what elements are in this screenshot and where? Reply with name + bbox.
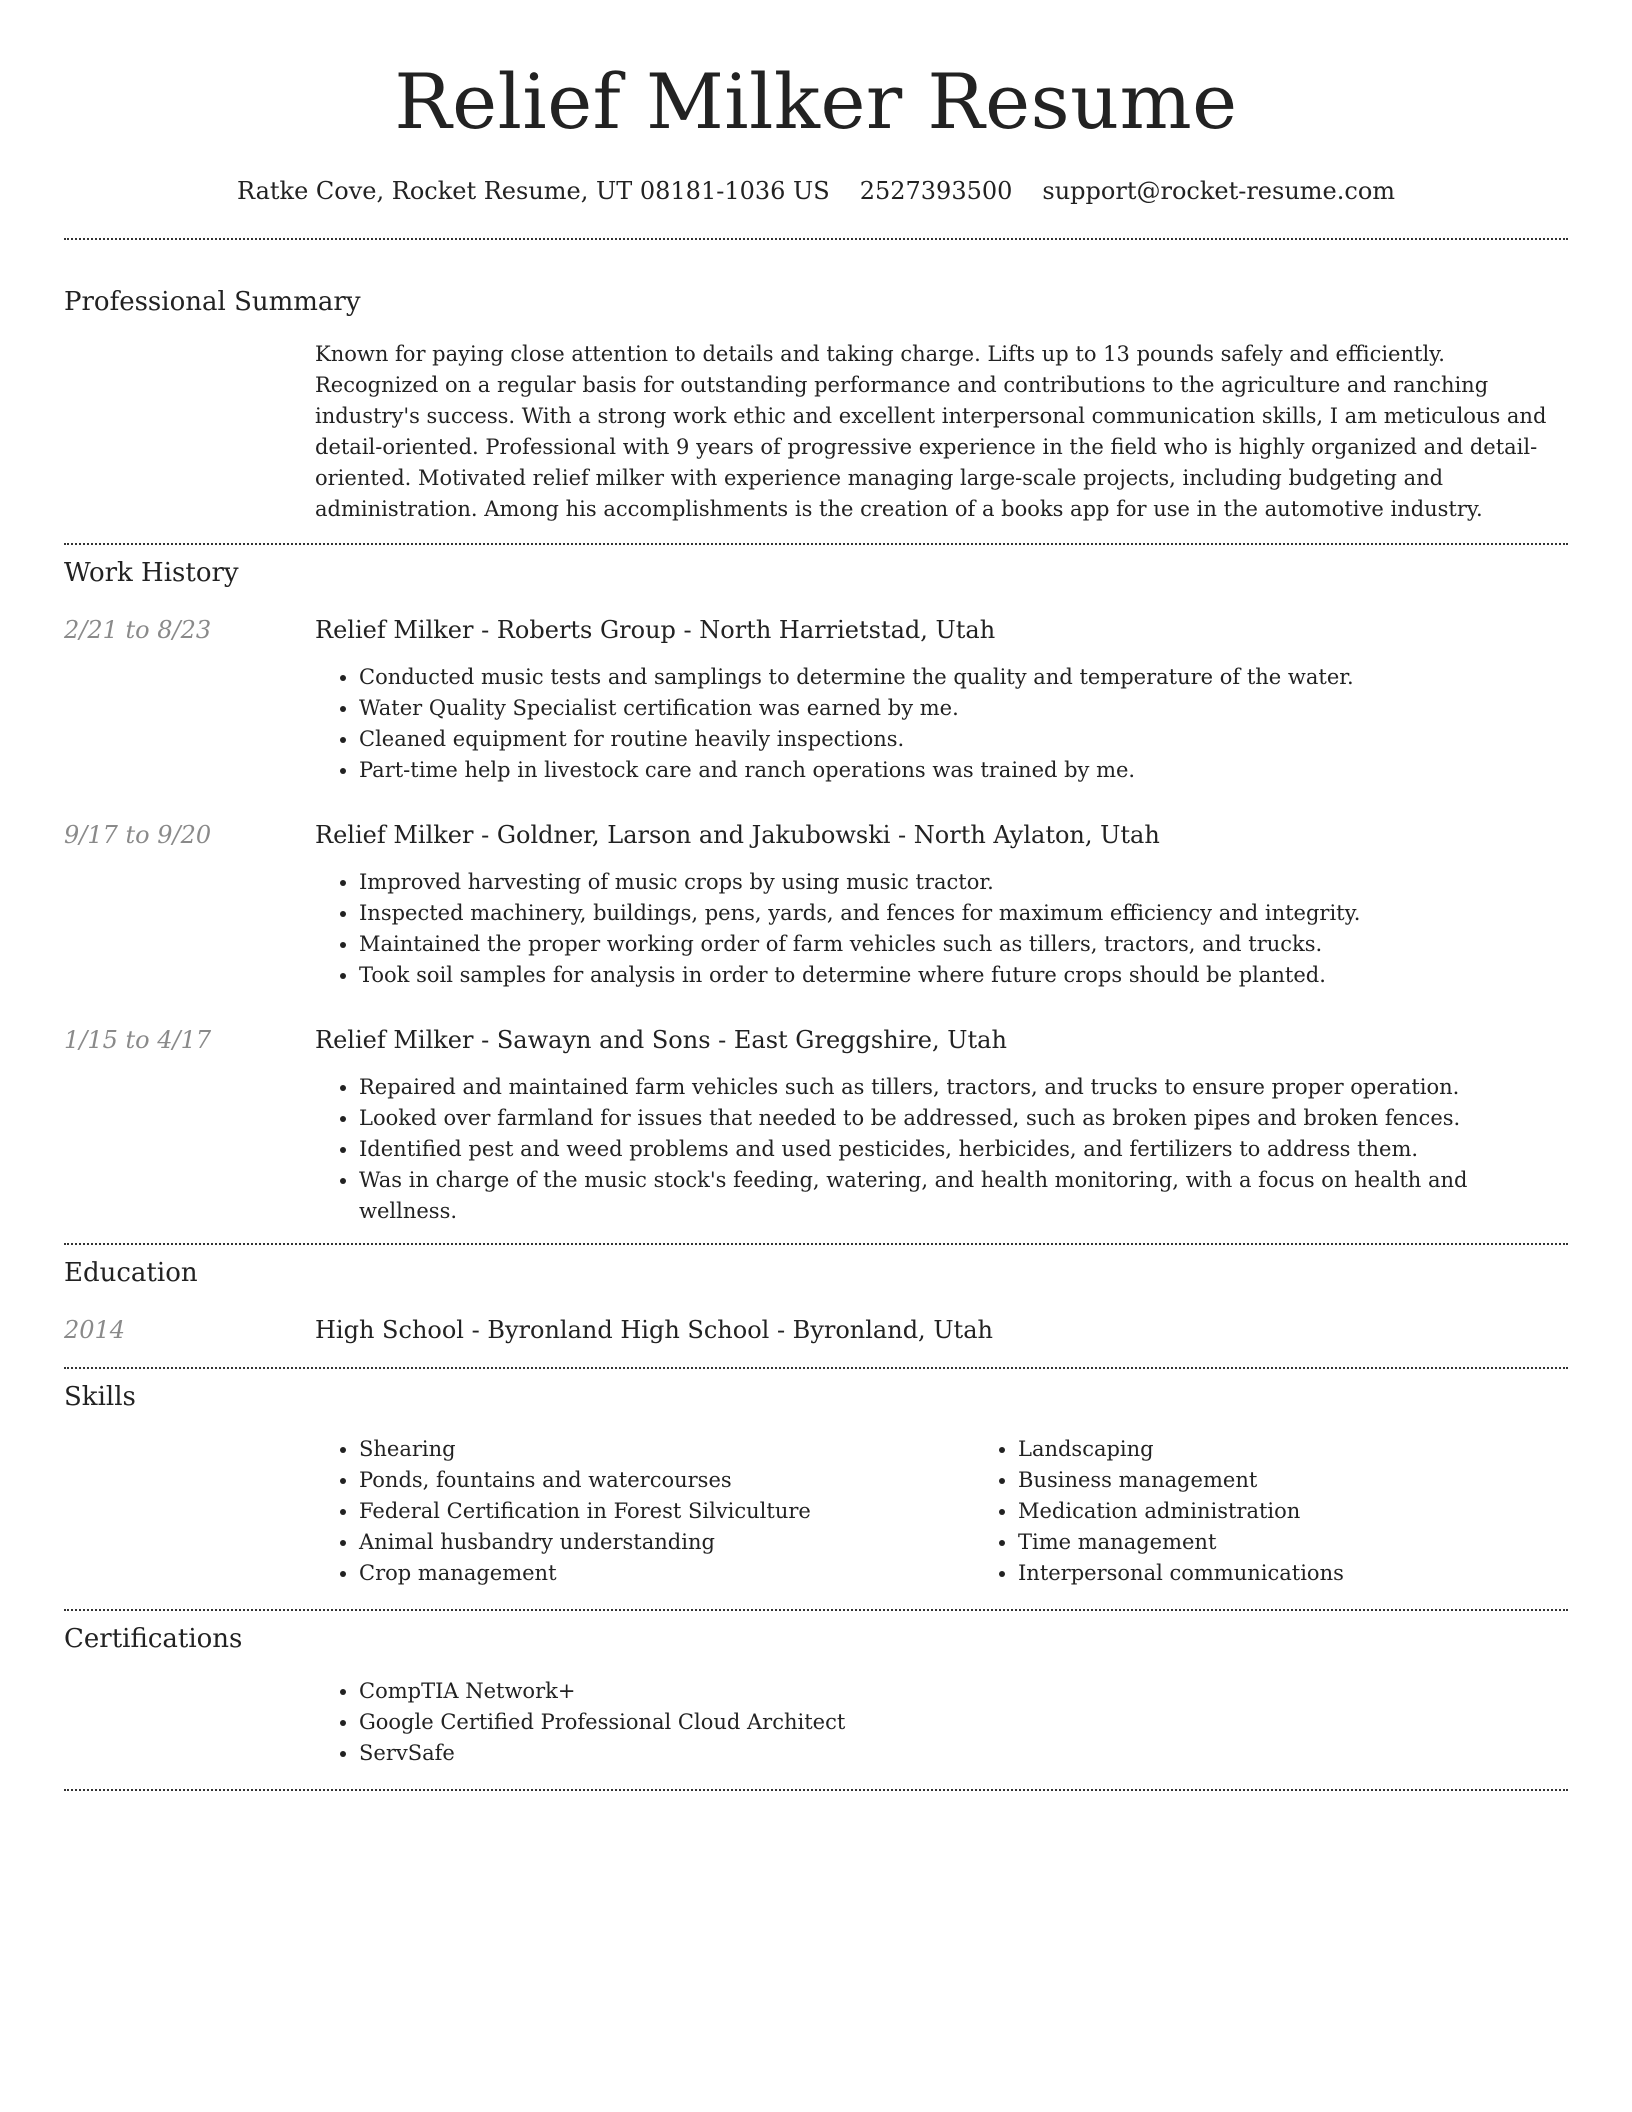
- resume-title: Relief Milker Resume: [394, 57, 1238, 146]
- job-dates: 9/17 to 9/20: [64, 821, 212, 849]
- list-item: • Medication administration: [1018, 1496, 1568, 1527]
- section-divider: [64, 1789, 1568, 1791]
- list-item: • Maintained the proper working order of farm vehicles such as tillers, tractors, and trucks.: [359, 929, 1568, 960]
- job-entry: [64, 613, 1568, 786]
- list-item: • Shearing: [359, 1434, 974, 1465]
- list-item: • Took soil samples for analysis in order to determine where future crops should be planted.: [359, 960, 1568, 991]
- list-item: • Business management: [1018, 1465, 1568, 1496]
- list-item: • Inspected machinery, buildings, pens, yards, and fences for maximum efficiency and integrity.: [359, 898, 1568, 929]
- list-item: • Ponds, fountains and watercourses: [359, 1465, 974, 1496]
- resume-page: [64, 0, 1568, 1791]
- job-dates: 1/15 to 4/17: [64, 1026, 212, 1054]
- list-item: • Interpersonal communications: [1018, 1558, 1568, 1589]
- job-bullets: [315, 662, 1568, 786]
- list-item: • Improved harvesting of music crops by using music tractor.: [359, 867, 1568, 898]
- list-item: • Time management: [1018, 1527, 1568, 1558]
- work-history-section: [64, 545, 1568, 1227]
- job-bullets: [315, 1072, 1568, 1227]
- job-heading: Relief Milker - Roberts Group - North Harrietstad, Utah: [315, 616, 996, 644]
- education-heading: Education: [64, 1258, 198, 1288]
- job-heading: Relief Milker - Sawayn and Sons - East Greggshire, Utah: [315, 1026, 1007, 1054]
- job-heading: Relief Milker - Goldner, Larson and Jakubowski - North Aylaton, Utah: [315, 821, 1160, 849]
- skills-list-left: [315, 1434, 974, 1589]
- list-item: • Water Quality Specialist certification was earned by me.: [359, 693, 1568, 724]
- summary-text: Known for paying close attention to details and taking charge. Lifts up to 13 pounds safely and efficiently. Recognized on a regular basis for outstanding performance and contributions to the agriculture and ranching industry's success. With a strong work ethic and excellent interpersonal communication skills, I am meticulous and detail-oriented. Professional with 9 years of progressive experience in the field who is highly organized and detail-oriented. Motivated relief milker with experience managing large-scale projects, including budgeting and administration. Among his accomplishments is the creation of a books app for use in the automotive industry.: [315, 342, 1547, 521]
- job-entry: [64, 818, 1568, 991]
- list-item: • CompTIA Network+: [359, 1676, 1568, 1707]
- skills-heading: Skills: [64, 1382, 136, 1412]
- summary-section: [64, 240, 1568, 525]
- certifications-section: [64, 1611, 1568, 1769]
- list-item: • Crop management: [359, 1558, 974, 1589]
- list-item: • Repaired and maintained farm vehicles such as tillers, tractors, and trucks to ensure proper operation.: [359, 1072, 1568, 1103]
- education-heading-line: High School - Byronland High School - Byronland, Utah: [315, 1316, 993, 1344]
- job-dates: 2/21 to 8/23: [64, 616, 212, 644]
- summary-heading: Professional Summary: [64, 287, 361, 317]
- contact-address: Ratke Cove, Rocket Resume, UT 08181-1036 US: [236, 177, 830, 205]
- list-item: • Federal Certification in Forest Silviculture: [359, 1496, 974, 1527]
- education-section: [64, 1245, 1568, 1347]
- contact-line: [64, 174, 1568, 208]
- certifications-list: [315, 1676, 1568, 1769]
- job-bullets: [315, 867, 1568, 991]
- skills-list-right: [974, 1434, 1568, 1589]
- list-item: • Looked over farmland for issues that needed to be addressed, such as broken pipes and broken fences.: [359, 1103, 1568, 1134]
- list-item: • Identified pest and weed problems and used pesticides, herbicides, and fertilizers to address them.: [359, 1134, 1568, 1165]
- certifications-left-spacer: [64, 1676, 315, 1769]
- skills-left-spacer: [64, 1434, 315, 1589]
- work-history-heading: Work History: [64, 558, 239, 588]
- certifications-heading: Certifications: [64, 1624, 243, 1654]
- list-item: • Google Certified Professional Cloud Architect: [359, 1707, 1568, 1738]
- contact-email[interactable]: support@rocket-resume.com: [1042, 177, 1396, 205]
- list-item: • Cleaned equipment for routine heavily inspections.: [359, 724, 1568, 755]
- list-item: • ServSafe: [359, 1738, 1568, 1769]
- contact-phone: 2527393500: [859, 177, 1013, 205]
- skills-section: [64, 1369, 1568, 1589]
- job-entry: [64, 1023, 1568, 1227]
- list-item: • Conducted music tests and samplings to determine the quality and temperature of the water.: [359, 662, 1568, 693]
- list-item: • Was in charge of the music stock's feeding, watering, and health monitoring, with a focus on health and wellness.: [359, 1165, 1568, 1227]
- list-item: • Part-time help in livestock care and ranch operations was trained by me.: [359, 755, 1568, 786]
- list-item: • Animal husbandry understanding: [359, 1527, 974, 1558]
- list-item: • Landscaping: [1018, 1434, 1568, 1465]
- summary-left-spacer: [64, 339, 315, 525]
- education-year: 2014: [64, 1316, 126, 1344]
